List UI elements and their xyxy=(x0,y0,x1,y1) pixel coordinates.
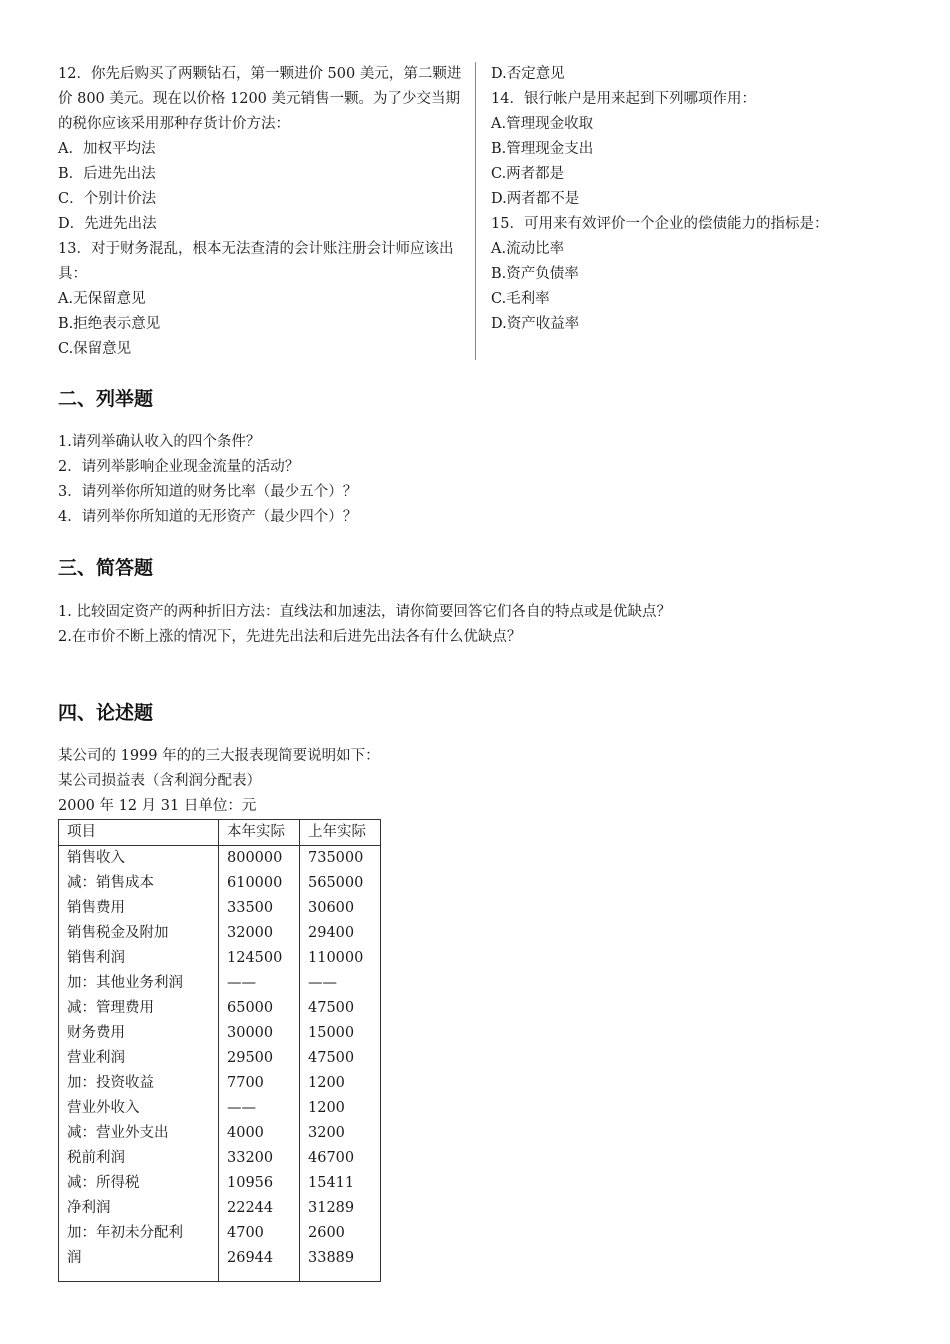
row-current-year: 10956 xyxy=(219,1171,300,1196)
row-item: 营业利润 xyxy=(59,1046,219,1071)
table-header-row xyxy=(59,820,381,846)
row-previous-year: 29400 xyxy=(300,921,381,946)
table-row xyxy=(59,1196,381,1221)
row-current-year: 33500 xyxy=(219,896,300,921)
right-column xyxy=(491,62,891,337)
table-row xyxy=(59,846,381,872)
table-row xyxy=(59,1221,381,1246)
section-2-item-2: 2．请列举影响企业现金流量的活动？ xyxy=(58,459,300,475)
row-item: 加：其他业务利润 xyxy=(59,971,219,996)
row-current-year: —— xyxy=(219,971,300,996)
table-row xyxy=(59,971,381,996)
question-13-option-a: A.无保留意见 xyxy=(58,291,146,307)
row-current-year: 124500 xyxy=(219,946,300,971)
section-3-list xyxy=(58,600,918,650)
question-14-option-d: D.两者都不是 xyxy=(491,191,580,207)
section-3-item-2: 2.在市价不断上涨的情况下，先进先出法和后进先出法各有什么优缺点？ xyxy=(58,629,522,645)
question-12-option-d: D．先进先出法 xyxy=(58,216,157,232)
row-previous-year: —— xyxy=(300,971,381,996)
row-item: 润 xyxy=(59,1246,219,1282)
row-item: 销售费用 xyxy=(59,896,219,921)
row-previous-year: 47500 xyxy=(300,1046,381,1071)
question-12-option-b: B．后进先出法 xyxy=(58,166,156,182)
question-13-option-c: C.保留意见 xyxy=(58,341,132,357)
table-row xyxy=(59,1146,381,1171)
column-divider xyxy=(475,62,476,360)
row-current-year: 26944 xyxy=(219,1246,300,1282)
row-current-year: 32000 xyxy=(219,921,300,946)
row-item: 销售利润 xyxy=(59,946,219,971)
row-current-year: 4700 xyxy=(219,1221,300,1246)
question-13-option-b: B.拒绝表示意见 xyxy=(58,316,161,332)
question-15-text: 15．可用来有效评价一个企业的偿债能力的指标是： xyxy=(491,216,829,232)
question-14-option-b: B.管理现金支出 xyxy=(491,141,594,157)
section-4-heading: 四、论述题 xyxy=(58,702,154,724)
row-current-year: 7700 xyxy=(219,1071,300,1096)
row-item: 销售税金及附加 xyxy=(59,921,219,946)
row-item: 加：投资收益 xyxy=(59,1071,219,1096)
table-row xyxy=(59,946,381,971)
row-current-year: 33200 xyxy=(219,1146,300,1171)
section-2-item-1: 1.请列举确认收入的四个条件？ xyxy=(58,434,261,450)
row-current-year: 29500 xyxy=(219,1046,300,1071)
row-item: 减：销售成本 xyxy=(59,871,219,896)
section-2-item-3: 3．请列举你所知道的财务比率（最少五个）？ xyxy=(58,484,358,500)
header-current-year: 本年实际 xyxy=(219,820,300,846)
income-statement-table xyxy=(58,819,381,1282)
row-previous-year: 46700 xyxy=(300,1146,381,1171)
question-15-option-d: D.资产收益率 xyxy=(491,316,580,332)
table-row xyxy=(59,1171,381,1196)
question-15-option-a: A.流动比率 xyxy=(491,241,565,257)
row-item: 营业外收入 xyxy=(59,1096,219,1121)
row-item: 减：营业外支出 xyxy=(59,1121,219,1146)
table-row xyxy=(59,871,381,896)
question-13-text: 13．对于财务混乱，根本无法查清的会计账注册会计师应该出具： xyxy=(58,241,454,282)
left-column xyxy=(58,62,463,362)
question-15-option-c: C.毛利率 xyxy=(491,291,550,307)
row-previous-year: 1200 xyxy=(300,1071,381,1096)
row-item: 减：管理费用 xyxy=(59,996,219,1021)
row-previous-year: 15000 xyxy=(300,1021,381,1046)
row-previous-year: 3200 xyxy=(300,1121,381,1146)
row-previous-year: 735000 xyxy=(300,846,381,872)
table-row xyxy=(59,1096,381,1121)
question-14-text: 14．银行帐户是用来起到下列哪项作用： xyxy=(491,91,756,107)
row-item: 加：年初未分配利 xyxy=(59,1221,219,1246)
row-item: 财务费用 xyxy=(59,1021,219,1046)
row-previous-year: 33889 xyxy=(300,1246,381,1282)
question-12-option-a: A．加权平均法 xyxy=(58,141,156,157)
question-14-option-a: A.管理现金收取 xyxy=(491,116,594,132)
table-row xyxy=(59,996,381,1021)
question-14-option-c: C.两者都是 xyxy=(491,166,565,182)
section-4-intro-block xyxy=(58,744,918,819)
row-previous-year: 31289 xyxy=(300,1196,381,1221)
question-13-option-d: D.否定意见 xyxy=(491,66,565,82)
row-current-year: 22244 xyxy=(219,1196,300,1221)
row-previous-year: 110000 xyxy=(300,946,381,971)
row-item: 减：所得税 xyxy=(59,1171,219,1196)
income-statement-title: 某公司损益表（含利润分配表） xyxy=(58,773,261,789)
row-item: 税前利润 xyxy=(59,1146,219,1171)
table-row xyxy=(59,1121,381,1146)
table-row xyxy=(59,921,381,946)
row-current-year: —— xyxy=(219,1096,300,1121)
header-previous-year: 上年实际 xyxy=(300,820,381,846)
section-4-intro: 某公司的 1999 年的的三大报表现简要说明如下： xyxy=(58,748,380,764)
row-previous-year: 565000 xyxy=(300,871,381,896)
question-12-text: 12．你先后购买了两颗钻石，第一颗进价 500 美元，第二颗进价 800 美元。现在以价格 1200 美元销售一颗。为了少交当期的税你应该采用那种存货计价方法： xyxy=(58,66,462,132)
section-3-heading: 三、简答题 xyxy=(58,557,154,579)
row-previous-year: 2600 xyxy=(300,1221,381,1246)
question-12-option-c: C．个别计价法 xyxy=(58,191,157,207)
section-2-heading: 二、列举题 xyxy=(58,388,154,410)
row-item: 净利润 xyxy=(59,1196,219,1221)
row-previous-year: 15411 xyxy=(300,1171,381,1196)
table-row xyxy=(59,1071,381,1096)
section-2-item-4: 4．请列举你所知道的无形资产（最少四个）？ xyxy=(58,509,358,525)
section-3-item-1: 1. 比较固定资产的两种折旧方法：直线法和加速法，请你简要回答它们各自的特点或是优缺点？ xyxy=(58,604,671,620)
table-row xyxy=(59,896,381,921)
header-item: 项目 xyxy=(59,820,219,846)
row-current-year: 4000 xyxy=(219,1121,300,1146)
row-current-year: 610000 xyxy=(219,871,300,896)
row-current-year: 800000 xyxy=(219,846,300,872)
income-statement-date: 2000 年 12 月 31 日单位：元 xyxy=(58,798,257,814)
row-item: 销售收入 xyxy=(59,846,219,872)
table-row xyxy=(59,1046,381,1071)
row-current-year: 30000 xyxy=(219,1021,300,1046)
section-2-list xyxy=(58,430,918,530)
question-15-option-b: B.资产负债率 xyxy=(491,266,579,282)
table-row xyxy=(59,1021,381,1046)
row-previous-year: 47500 xyxy=(300,996,381,1021)
row-previous-year: 1200 xyxy=(300,1096,381,1121)
table-row xyxy=(59,1246,381,1282)
row-previous-year: 30600 xyxy=(300,896,381,921)
row-current-year: 65000 xyxy=(219,996,300,1021)
